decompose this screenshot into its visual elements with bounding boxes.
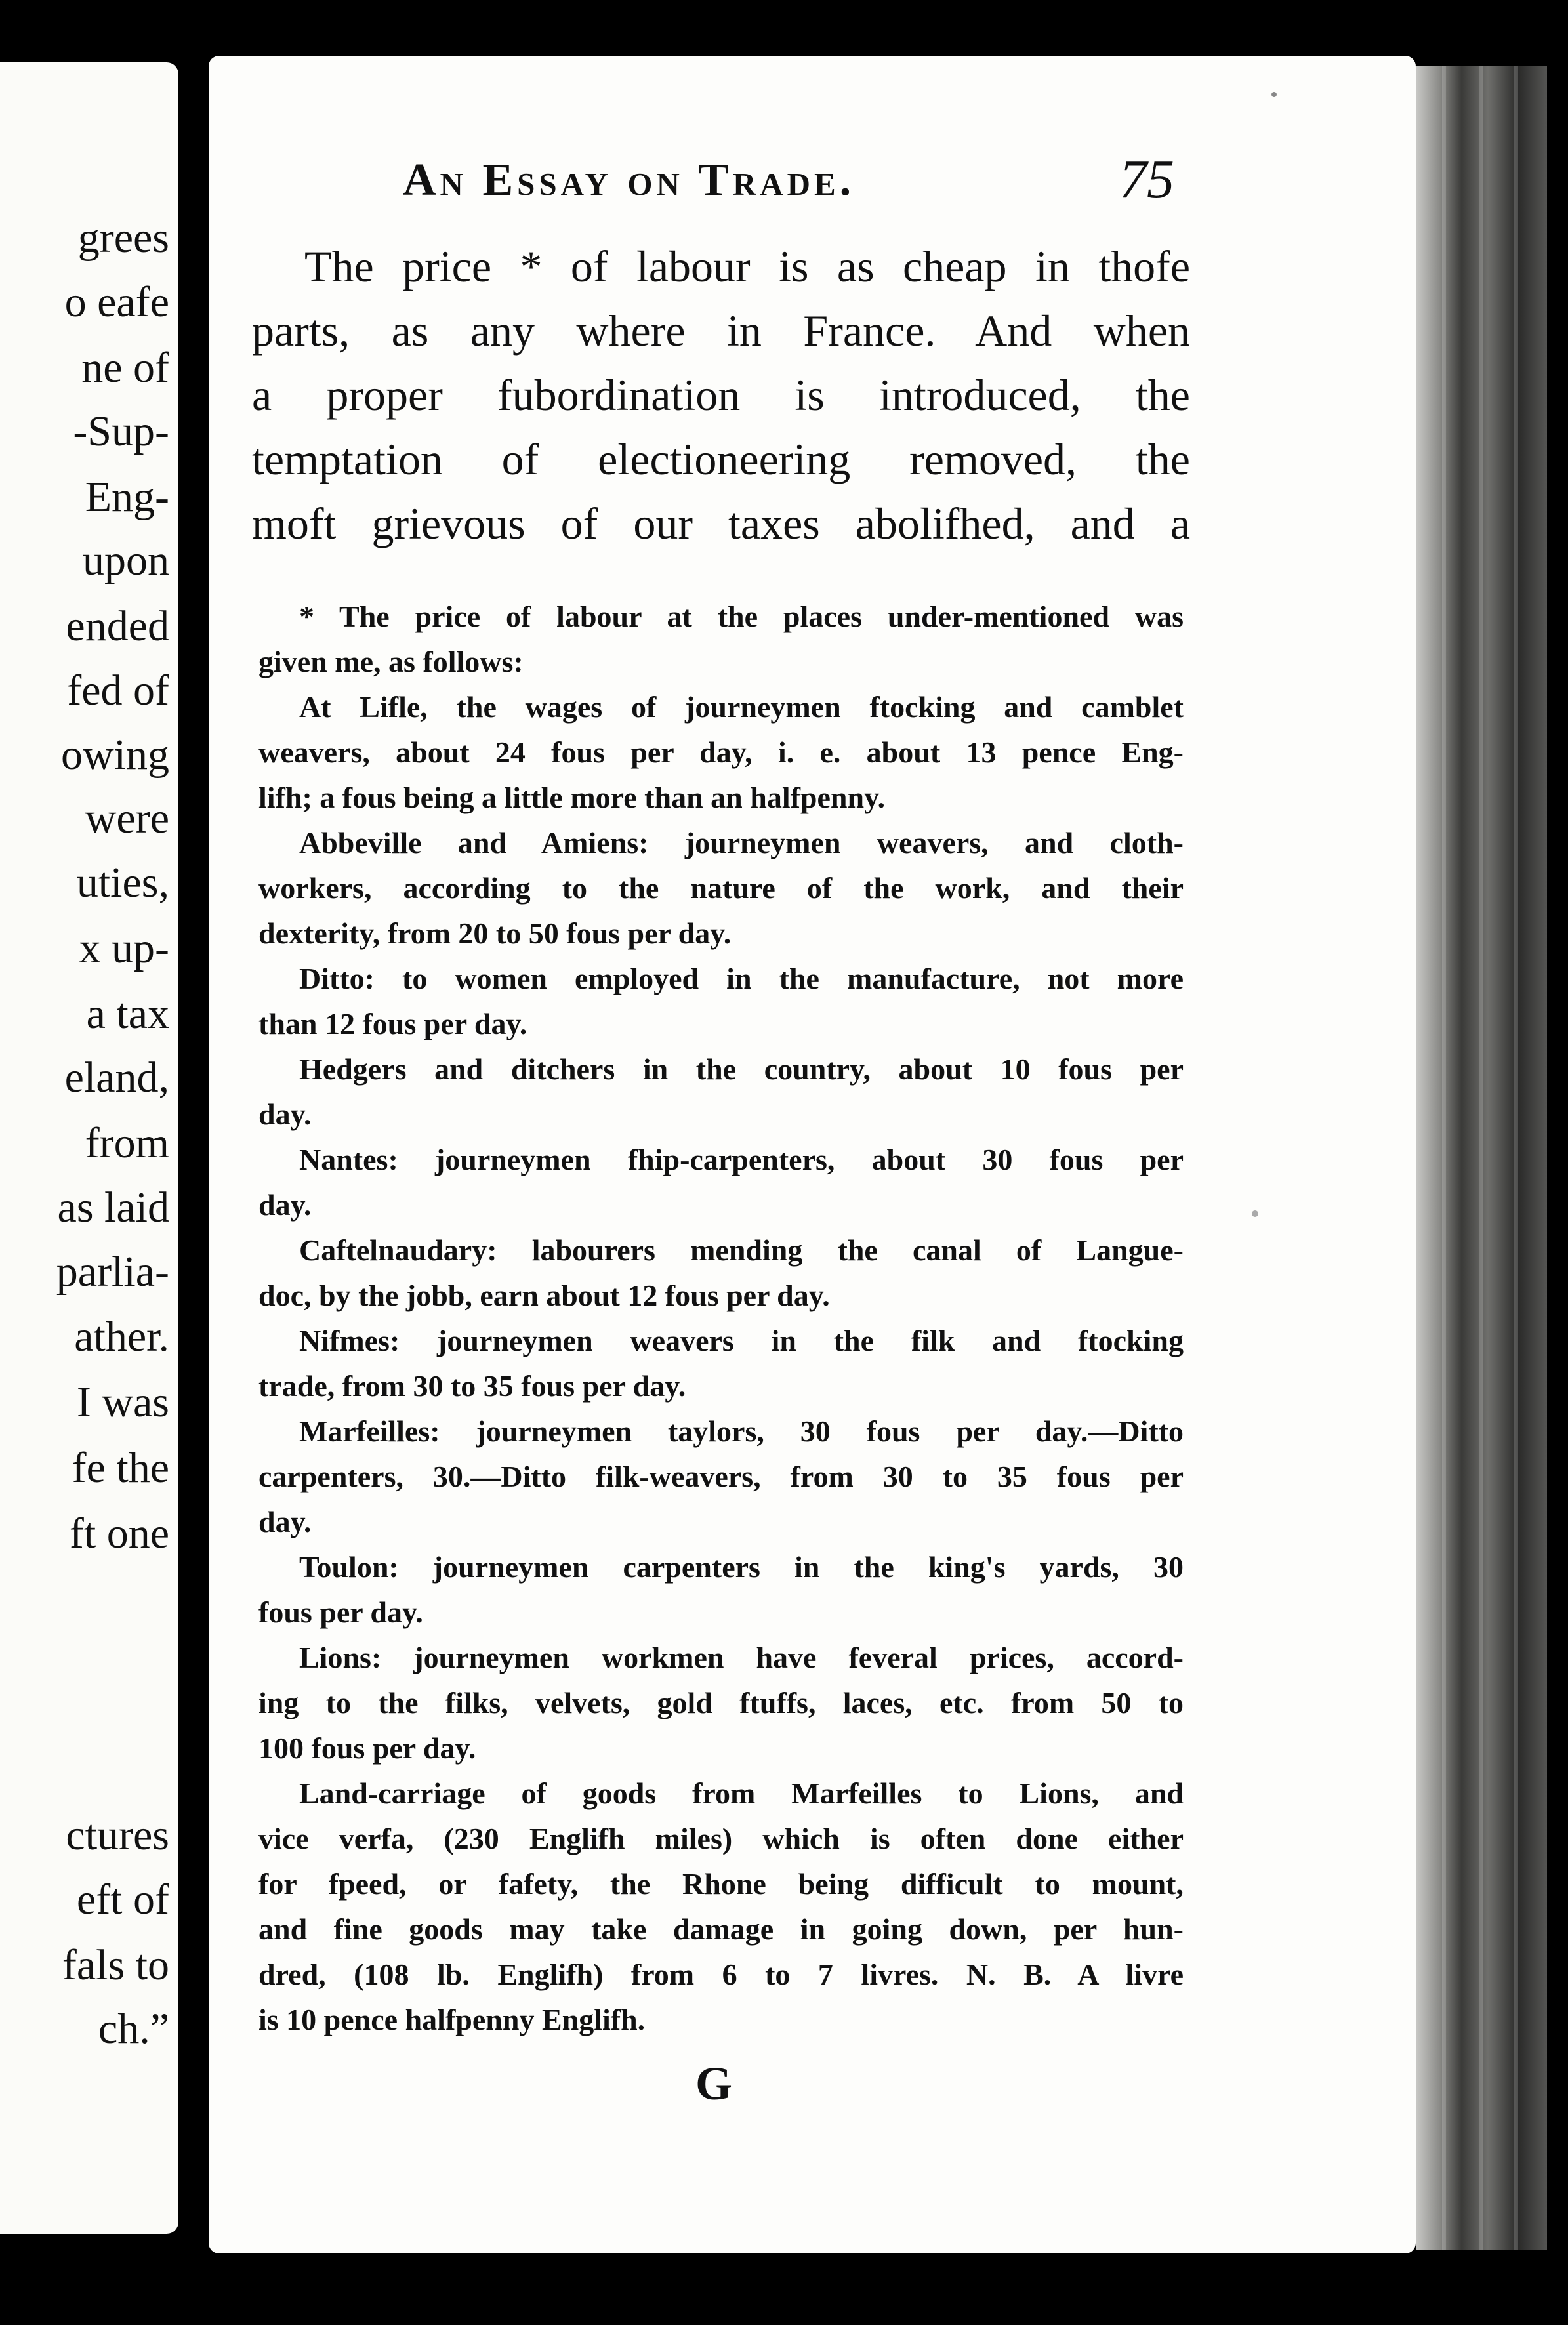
left-page-fragment: eft of [76, 1876, 169, 1924]
footnote-line: weavers, about 24 fous per day, i. e. about 13 pence Eng- [258, 735, 1184, 769]
footnote-line: dexterity, from 20 to 50 fous per day. [258, 916, 732, 950]
footnote-paragraph [258, 684, 1184, 820]
book-page [209, 56, 1416, 2253]
body-line: parts, as any where in France. And when [252, 306, 1190, 356]
footnote-paragraph [258, 594, 1184, 684]
body-line: a proper fubordination is introduced, the [252, 370, 1190, 420]
paper-speck [1252, 1210, 1258, 1217]
footnote-line: * The price of labour at the places under-mentioned was [299, 600, 1184, 633]
left-page-fragment: a tax [86, 990, 169, 1038]
left-page-fragment: eland, [64, 1054, 169, 1101]
left-page-fragment: I was [76, 1378, 169, 1426]
footnote-line: Abbeville and Amiens: journeymen weavers, and cloth- [299, 826, 1184, 859]
footnote-line: Nifmes: journeymen weavers in the filk and ftocking [299, 1324, 1184, 1357]
footnote-paragraph [258, 1318, 1184, 1409]
footnote-paragraph [258, 1137, 1184, 1227]
left-facing-page [0, 62, 178, 2234]
left-page-fragment: fed of [67, 667, 169, 714]
paper-speck [1271, 92, 1277, 97]
footnote-line: Nantes: journeymen fhip-carpenters, about 30 fous per [299, 1143, 1184, 1176]
footnote [258, 594, 1184, 2042]
left-page-fragment: from [85, 1119, 169, 1167]
footnote-line: day. [258, 1188, 312, 1222]
left-page-fragment: were [85, 794, 169, 842]
footnote-paragraph [258, 1771, 1184, 2042]
footnote-line: lifh; a fous being a little more than an halfpenny. [258, 781, 886, 814]
footnote-line: workers, according to the nature of the work, and their [258, 871, 1184, 905]
edge-stripe [1442, 66, 1446, 2250]
footnote-line: At Lifle, the wages of journeymen ftocking and camblet [299, 690, 1184, 724]
footnote-paragraph [258, 1409, 1184, 1544]
left-page-fragment: -Sup- [73, 407, 169, 455]
left-page-fragment: grees [77, 214, 169, 262]
left-page-fragment: uties, [76, 859, 169, 907]
signature-mark: G [695, 2057, 733, 2110]
left-page-fragment: fals to [62, 1941, 169, 1989]
footnote-paragraph [258, 956, 1184, 1046]
footnote-paragraph [258, 1046, 1184, 1137]
footnote-line: than 12 fous per day. [258, 1007, 527, 1040]
page-edge [1416, 66, 1547, 2250]
edge-stripe [1479, 66, 1483, 2250]
left-page-fragment: ctures [66, 1811, 169, 1859]
footnote-line: Hedgers and ditchers in the country, about 10 fous per [299, 1052, 1184, 1086]
footnote-paragraph [258, 820, 1184, 956]
footnote-line: Land-carriage of goods from Marfeilles to Lions, and [299, 1777, 1184, 1810]
footnote-line: day. [258, 1505, 312, 1538]
left-page-fragment: Eng- [85, 473, 169, 521]
footnote-line: and fine goods may take damage in going down, per hun- [258, 1912, 1184, 1946]
left-page-fragment: parlia- [56, 1248, 169, 1296]
footnote-line: Ditto: to women employed in the manufacture, not more [299, 962, 1184, 995]
body-line: moft grievous of our taxes abolifhed, and a [252, 499, 1190, 548]
page-header [209, 149, 1416, 226]
body-line: temptation of electioneering removed, the [252, 434, 1190, 484]
footnote-line: 100 fous per day. [258, 1731, 476, 1765]
footnote-line: given me, as follows: [258, 645, 524, 678]
left-page-fragment: ne of [81, 344, 169, 392]
footnote-line: Lions: journeymen workmen have feveral prices, accord- [299, 1641, 1184, 1674]
footnote-paragraph [258, 1635, 1184, 1771]
footnote-line: trade, from 30 to 35 fous per day. [258, 1369, 686, 1403]
left-page-fragment: as laid [57, 1183, 169, 1231]
footnote-line: carpenters, 30.—Ditto filk-weavers, from 30 to 35 fous per [258, 1460, 1184, 1493]
body-text [252, 234, 1190, 556]
left-page-fragment: x up- [79, 924, 169, 972]
footnote-line: dred, (108 lb. Englifh) from 6 to 7 livres. N. B. A livre [258, 1958, 1184, 1991]
footnote-line: fous per day. [258, 1595, 423, 1629]
footnote-line: vice verfa, (230 Englifh miles) which is often done either [258, 1822, 1184, 1855]
left-page-fragment: o eafe [64, 278, 169, 326]
body-line: The price * of labour is as cheap in thofe [304, 241, 1190, 291]
footnote-line: Toulon: journeymen carpenters in the king's yards, 30 [299, 1550, 1184, 1584]
left-page-fragment: upon [83, 537, 169, 585]
footnote-line: for fpeed, or fafety, the Rhone being difficult to mount, [258, 1867, 1184, 1901]
footnote-line: day. [258, 1098, 312, 1131]
left-page-fragment: owing [61, 731, 169, 779]
footnote-line: is 10 pence halfpenny Englifh. [258, 2003, 646, 2036]
edge-stripe [1514, 66, 1518, 2250]
left-page-fragment: ended [66, 602, 169, 650]
footnote-paragraph [258, 1227, 1184, 1318]
footnote-paragraph [258, 1544, 1184, 1635]
footnote-line: ing to the filks, velvets, gold ftuffs, laces, etc. from 50 to [258, 1686, 1184, 1719]
page-number: 75 [1119, 149, 1174, 210]
left-page-fragment: ather. [74, 1313, 169, 1361]
left-page-fragment: ch.” [98, 2005, 169, 2053]
footnote-line: doc, by the jobb, earn about 12 fous per day. [258, 1279, 830, 1312]
running-title: An Essay on Trade. [403, 155, 856, 205]
left-page-fragment: ft one [69, 1510, 169, 1557]
footnote-line: Caftelnaudary: labourers mending the canal of Langue- [299, 1233, 1184, 1267]
left-page-fragment: fe the [72, 1444, 169, 1492]
footnote-line: Marfeilles: journeymen taylors, 30 fous per day.—Ditto [299, 1414, 1184, 1448]
